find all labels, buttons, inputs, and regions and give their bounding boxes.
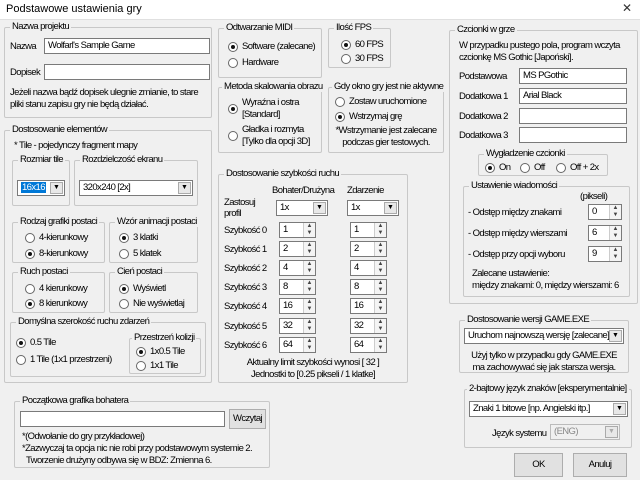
spinner-arrows-icon[interactable]: ▲ ▼ — [374, 280, 386, 294]
radio-icon — [228, 131, 238, 141]
radio-label: Off + 2x — [570, 162, 599, 173]
msg-label: - Odstęp między znakami — [468, 207, 562, 218]
selected-value: 1x — [280, 202, 289, 213]
radio-30fps[interactable] — [341, 53, 383, 64]
spinner-arrows-icon[interactable]: ▲ ▼ — [303, 338, 315, 352]
radio-icon — [228, 42, 238, 52]
event-speed-spinner[interactable] — [350, 318, 387, 334]
radio-half-tile[interactable] — [16, 337, 56, 348]
radio-move-4[interactable] — [25, 283, 87, 294]
spinner-value: 0 — [592, 206, 597, 217]
col-event: Zdarzenie — [347, 185, 384, 196]
radio-5-frames[interactable] — [119, 248, 161, 259]
radio-label: Nie wyświetlaj — [133, 298, 185, 309]
radio-label — [242, 124, 310, 148]
spinner-value: 16 — [354, 300, 364, 311]
group-legend: Dostosowanie szybkości ruchu — [226, 168, 340, 179]
msg-label: - Odstęp między wierszami — [468, 228, 568, 239]
radio-label: Off — [534, 162, 545, 173]
radio-label: Zostaw uruchomione — [349, 96, 427, 107]
group-legend: Odtwarzanie MIDI — [226, 22, 293, 33]
spinner-arrows-icon[interactable]: ▲ ▼ — [303, 299, 315, 313]
group-legend: 2-bajtowy język znaków [eksperymentalnie] — [469, 383, 627, 394]
profile-hero-select[interactable] — [276, 200, 328, 216]
radio-label: 1 Tile (1x1 przestrzeni) — [30, 354, 112, 365]
radio-pause[interactable] — [335, 111, 402, 122]
group-legend: Rozdzielczość ekranu — [82, 154, 163, 165]
event-speed-spinner[interactable] — [350, 241, 387, 257]
group-legend: Cień postaci — [117, 266, 163, 277]
radio-icon — [228, 104, 238, 114]
spinner-arrows-icon[interactable]: ▲ ▼ — [374, 242, 386, 256]
event-speed-spinner[interactable] — [350, 337, 387, 353]
radio-move-8[interactable] — [25, 298, 87, 309]
tile-size-select[interactable] — [17, 180, 65, 196]
spinner-value: 4 — [354, 262, 359, 273]
speed-footer: Jednostki to [0.25 pikseli / 1 klatke] — [250, 369, 375, 380]
radio-icon — [119, 249, 129, 259]
spinner-arrows-icon[interactable]: ▲ ▼ — [609, 247, 621, 261]
radio-8-dir[interactable] — [25, 248, 88, 259]
radio-label: 8-kierunkowy — [39, 248, 88, 259]
radio-icon — [119, 233, 129, 243]
tile-note: * Tile - pojedynczy fragment mapy — [14, 140, 138, 151]
speed-row-label: Szybkość 5 — [224, 321, 267, 332]
load-button[interactable]: Wczytaj — [229, 409, 266, 429]
radio-label: 5 klatek — [133, 248, 161, 259]
radio-label: Hardware — [242, 57, 279, 68]
gameexe-select[interactable] — [464, 328, 624, 344]
spinner-value: 64 — [354, 339, 364, 350]
sys-lang-label: Język systemu — [492, 428, 547, 439]
radio-label: 4 kierunkowy — [39, 283, 88, 294]
suffix-input[interactable] — [44, 64, 210, 80]
recommended: między znakami: 0, między wierszami: 6 — [472, 280, 619, 291]
radio-label — [242, 97, 299, 121]
profile-event-select[interactable] — [347, 200, 399, 216]
selected-value: Znaki 1 bitowe [np. Angielski itp.] — [473, 403, 590, 414]
group-legend: Dostosowanie wersji GAME.EXE — [467, 314, 590, 325]
radio-icon — [25, 284, 35, 294]
spinner-value: 64 — [283, 339, 293, 350]
event-speed-spinner[interactable] — [350, 260, 387, 276]
event-speed-spinner[interactable] — [350, 222, 387, 238]
chevron-down-icon: ▼ — [50, 182, 63, 194]
radio-icon — [520, 163, 530, 173]
spinner-arrows-icon[interactable]: ▲ ▼ — [303, 319, 315, 333]
group-legend: Czcionki w grze — [457, 24, 515, 35]
hero-note: *Zazwyczaj ta opcja nic nie robi przy podstawowym systemie 2. — [22, 443, 253, 454]
radio-label: 4-kierunkowy — [39, 232, 88, 243]
spinner-arrows-icon[interactable]: ▲ ▼ — [374, 299, 386, 313]
unit-label: (pikseli) — [580, 191, 608, 202]
radio-smoothing-off2x[interactable] — [556, 162, 599, 173]
speed-row-label: Szybkość 6 — [224, 340, 267, 351]
spinner-arrows-icon[interactable]: ▲ ▼ — [609, 205, 621, 219]
spinner-value: 8 — [354, 281, 359, 292]
font-input[interactable]: Arial Black — [519, 88, 627, 104]
speed-row-label: Szybkość 4 — [224, 301, 267, 312]
msg-spacing-spinner[interactable] — [588, 225, 622, 241]
radio-icon — [136, 347, 146, 357]
selected-value: 1x — [351, 202, 360, 213]
selected-value: 16x16 — [22, 182, 45, 193]
spinner-value: 1 — [283, 224, 288, 235]
hero-speed-spinner[interactable] — [279, 298, 316, 314]
selected-value: 320x240 [2x] — [83, 182, 131, 193]
hero-speed-spinner[interactable] — [279, 318, 316, 334]
hero-speed-spinner[interactable] — [279, 241, 316, 257]
hero-speed-spinner[interactable] — [279, 279, 316, 295]
hero-speed-spinner[interactable] — [279, 260, 316, 276]
speed-row-label: Szybkość 0 — [224, 225, 267, 236]
radio-shadow-show[interactable] — [119, 283, 166, 294]
group-legend: Rodzaj grafiki postaci — [20, 216, 98, 227]
radio-scaling-smooth[interactable] — [228, 124, 310, 148]
spinner-value: 2 — [354, 243, 359, 254]
radio-collision-full[interactable] — [136, 360, 178, 371]
name-label: Nazwa — [10, 41, 37, 52]
radio-one-tile[interactable] — [16, 354, 112, 365]
spinner-value: 32 — [354, 320, 364, 331]
font-input[interactable] — [519, 108, 627, 124]
msg-label: - Odstęp przy opcji wyboru — [468, 249, 565, 260]
hero-speed-spinner[interactable] — [279, 222, 316, 238]
event-speed-spinner[interactable] — [350, 279, 387, 295]
spinner-arrows-icon[interactable]: ▲ ▼ — [374, 338, 386, 352]
radio-icon — [16, 338, 26, 348]
radio-label: 60 FPS — [355, 39, 384, 50]
group-legend: Gdy okno gry jest nie aktywne — [334, 81, 444, 92]
speed-row-label: Szybkość 1 — [224, 244, 267, 255]
spinner-arrows-icon[interactable]: ▲ ▼ — [374, 223, 386, 237]
radio-icon — [341, 40, 351, 50]
group-legend: Domyślna szerokość ruchu zdarzeń — [18, 316, 150, 327]
spinner-arrows-icon[interactable]: ▲ ▼ — [303, 223, 315, 237]
speed-row-label: Szybkość 2 — [224, 263, 267, 274]
chevron-down-icon: ▼ — [609, 330, 622, 342]
radio-label: 30 FPS — [355, 53, 384, 64]
radio-label: Wstrzymaj grę — [349, 111, 402, 122]
msg-spacing-spinner[interactable] — [588, 204, 622, 220]
radio-60fps[interactable] — [341, 39, 383, 50]
hero-speed-spinner[interactable] — [279, 337, 316, 353]
font-label: Dodatkowa 1 — [459, 91, 508, 102]
close-icon[interactable]: ✕ — [621, 1, 632, 15]
window-title: Podstawowe ustawienia gry — [6, 3, 142, 15]
font-label: Dodatkowa 2 — [459, 111, 508, 122]
msg-spacing-spinner[interactable] — [588, 246, 622, 262]
spinner-arrows-icon[interactable]: ▲ ▼ — [374, 319, 386, 333]
hero-note: Tworzenie drużyny odbywa się w BDZ: Zmienna 6. — [26, 455, 212, 466]
group-legend: Rozmiar tile — [20, 154, 63, 165]
group-legend: Metoda skalowania obrazu — [224, 81, 323, 92]
spinner-value: 6 — [592, 227, 597, 238]
profile-label: Zastosuj — [224, 197, 256, 208]
radio-icon — [25, 249, 35, 259]
font-input[interactable] — [519, 127, 627, 143]
spinner-arrows-icon[interactable]: ▲ ▼ — [303, 280, 315, 294]
radio-icon — [25, 299, 35, 309]
chevron-down-icon: ▼ — [605, 426, 618, 438]
ok-button[interactable]: OK — [514, 453, 563, 477]
spinner-value: 16 — [283, 300, 293, 311]
radio-label-line: [Tylko dla opcji 3D] — [242, 136, 310, 147]
group-legend: Dostosowanie elementów — [12, 124, 108, 135]
radio-icon — [556, 163, 566, 173]
speed-row-label: Szybkość 3 — [224, 282, 267, 293]
col-hero: Bohater/Drużyna — [272, 185, 335, 196]
group-legend: Wzór animacji postaci — [117, 216, 197, 227]
cancel-button[interactable]: Anuluj — [573, 453, 627, 477]
font-input[interactable]: MS PGothic — [519, 68, 627, 84]
chevron-down-icon: ▼ — [613, 403, 626, 415]
radio-icon — [341, 54, 351, 64]
radio-icon — [335, 112, 345, 122]
group-legend: Ustawienie wiadomości — [471, 180, 558, 191]
selected-value: (ENG) — [554, 426, 578, 437]
radio-icon — [136, 361, 146, 371]
group-legend: Przestrzeń kolizji — [134, 332, 195, 343]
radio-label: 3 klatki — [133, 232, 158, 243]
group-legend: Ilość FPS — [336, 22, 372, 33]
spinner-value: 2 — [283, 243, 288, 254]
radio-collision-half[interactable] — [136, 346, 185, 357]
profile-label: profil — [224, 208, 241, 219]
radio-label: 1x0.5 Tile — [150, 346, 185, 357]
radio-label: Software (zalecane) — [242, 41, 316, 52]
radio-3-frames[interactable] — [119, 232, 158, 243]
radio-midi-software[interactable] — [228, 41, 315, 52]
spinner-arrows-icon[interactable]: ▲ ▼ — [374, 261, 386, 275]
sys-lang-select[interactable] — [550, 424, 620, 440]
radio-shadow-hide[interactable] — [119, 298, 184, 309]
radio-label-line: [Standard] — [242, 109, 280, 120]
group-legend: Ruch postaci — [20, 266, 68, 277]
gameexe-note: Użyj tylko w przypadku gdy GAME.EXE — [471, 350, 617, 361]
inactive-note: podczas gier testowych. — [342, 137, 430, 148]
resolution-select[interactable] — [79, 180, 193, 196]
radio-icon — [335, 97, 345, 107]
dbcs-select[interactable] — [469, 401, 628, 417]
spinner-value: 9 — [592, 248, 597, 259]
radio-label: 8 kierunkowy — [39, 298, 88, 309]
radio-label: On — [499, 162, 511, 173]
chevron-down-icon: ▼ — [384, 202, 397, 214]
spinner-value: 8 — [283, 281, 288, 292]
hero-note: *(Odwołanie do gry przykładowej) — [22, 431, 145, 442]
inactive-note: *Wstrzymanie jest zalecane — [335, 125, 437, 136]
radio-label-line: Wyraźna i ostra — [242, 97, 299, 108]
radio-label-line: Gładka i rozmyta — [242, 124, 304, 135]
radio-4-dir[interactable] — [25, 232, 88, 243]
group-legend: Nazwa projektu — [12, 21, 70, 32]
project-note: Jeżeli nazwa bądź dopisek ulegnie zmianie, to stare — [10, 87, 199, 98]
font-label: Podstawowa — [459, 71, 507, 82]
gameexe-note: ma zachowywać się jak starsza wersja. — [472, 362, 616, 373]
spinner-value: 1 — [354, 224, 359, 235]
spinner-arrows-icon[interactable]: ▲ ▼ — [303, 242, 315, 256]
radio-scaling-sharp[interactable] — [228, 97, 299, 121]
title-bar — [0, 0, 640, 20]
radio-icon — [119, 299, 129, 309]
spinner-value: 32 — [283, 320, 293, 331]
spinner-value: 4 — [283, 262, 288, 273]
project-note: pliki stanu zapisu gry nie będą działać. — [10, 99, 149, 110]
group-legend: Wygładzenie czcionki — [486, 148, 565, 159]
radio-icon — [228, 58, 238, 68]
fonts-note: czcionkę MS Gothic [Japoński]. — [459, 52, 573, 63]
radio-smoothing-on[interactable] — [485, 162, 510, 173]
radio-label: 1x1 Tile — [150, 360, 178, 371]
radio-icon — [25, 233, 35, 243]
radio-midi-hardware[interactable] — [228, 57, 278, 68]
name-input[interactable]: Wolfarl's Sample Game — [44, 38, 210, 54]
radio-icon — [16, 355, 26, 365]
hero-graphic-input[interactable] — [20, 411, 225, 427]
event-speed-spinner[interactable] — [350, 298, 387, 314]
suffix-label: Dopisek — [10, 67, 41, 78]
radio-icon — [485, 163, 495, 173]
spinner-arrows-icon[interactable]: ▲ ▼ — [303, 261, 315, 275]
recommended: Zalecane ustawienie: — [472, 268, 550, 279]
chevron-down-icon: ▼ — [178, 182, 191, 194]
group-legend: Początkowa grafika bohatera — [22, 395, 129, 406]
speed-footer: Aktualny limit szybkości wynosi [ 32 ] — [246, 357, 380, 368]
fonts-note: W przypadku pustego pola, program wczyta — [459, 40, 620, 51]
radio-smoothing-off[interactable] — [520, 162, 545, 173]
midi-group — [218, 22, 322, 78]
radio-label: Wyświetl — [133, 283, 166, 294]
radio-icon — [119, 284, 129, 294]
selected-value: Uruchom najnowszą wersję [zalecane] — [468, 330, 610, 341]
radio-label: 0.5 Tile — [30, 337, 56, 348]
font-label: Dodatkowa 3 — [459, 130, 508, 141]
chevron-down-icon: ▼ — [313, 202, 326, 214]
radio-keep-running[interactable] — [335, 96, 426, 107]
spinner-arrows-icon[interactable]: ▲ ▼ — [609, 226, 621, 240]
